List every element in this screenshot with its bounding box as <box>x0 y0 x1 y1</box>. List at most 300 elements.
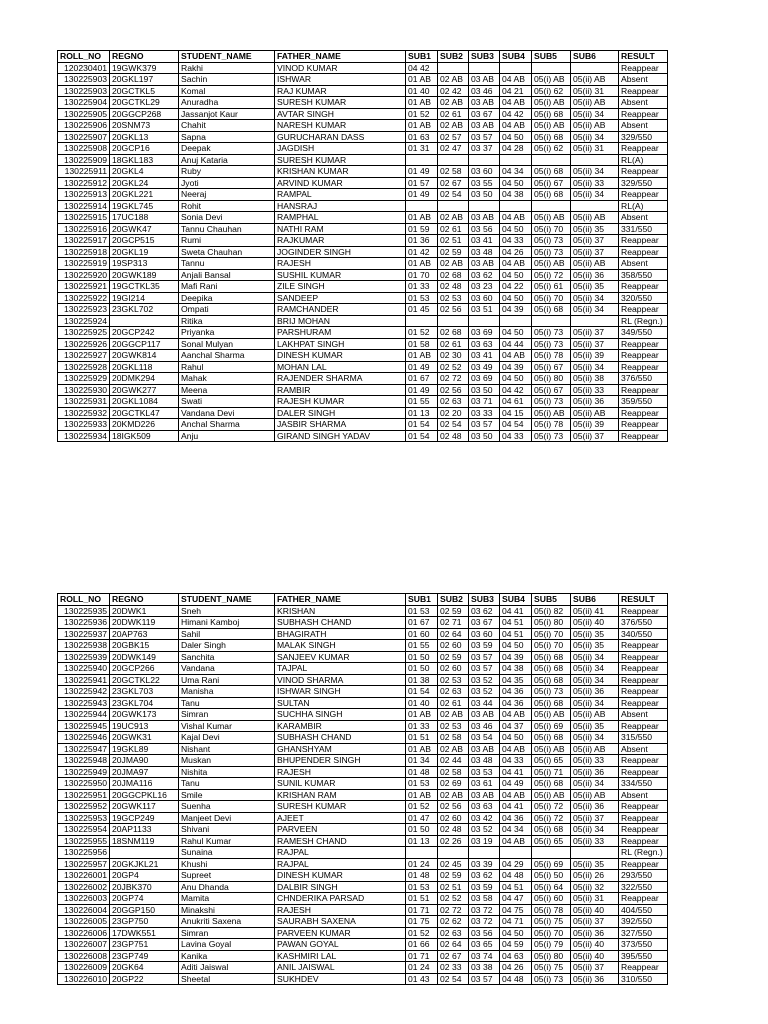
cell-roll-no: 130225909 <box>58 154 110 166</box>
cell-sub6: 05(ii) 36 <box>571 973 619 985</box>
cell-sub2: 02 56 <box>438 801 469 813</box>
cell-sub3: 03 59 <box>469 640 500 652</box>
cell-regno <box>110 847 179 859</box>
cell-roll-no: 130225911 <box>58 166 110 178</box>
cell-sub6: 05(ii) 40 <box>571 939 619 951</box>
cell-sub6: 05(ii) 37 <box>571 235 619 247</box>
cell-sub5: 05(i) 68 <box>532 166 571 178</box>
cell-sub5: 05(i) 67 <box>532 384 571 396</box>
cell-sub2: 02 44 <box>438 755 469 767</box>
cell-regno: 17DWK551 <box>110 927 179 939</box>
cell-regno: 23GKL702 <box>110 304 179 316</box>
cell-sub4: 04 51 <box>500 881 532 893</box>
cell-sub6 <box>571 315 619 327</box>
cell-result: Reappear <box>619 419 668 431</box>
cell-regno: 20GKJKL21 <box>110 858 179 870</box>
cell-sub5: 05(i) 68 <box>532 651 571 663</box>
cell-sub4: 04 AB <box>500 350 532 362</box>
cell-sub2: 02 63 <box>438 686 469 698</box>
cell-result: 349/550 <box>619 327 668 339</box>
cell-sub1: 01 48 <box>406 766 438 778</box>
cell-sub5: 05(i) 65 <box>532 755 571 767</box>
cell-regno: 20AP1133 <box>110 824 179 836</box>
cell-result: 395/550 <box>619 950 668 962</box>
cell-roll-no: 130225949 <box>58 766 110 778</box>
cell-sub1: 01 AB <box>406 258 438 270</box>
cell-student-name: Tanu <box>179 697 275 709</box>
cell-sub4 <box>500 62 532 74</box>
cell-sub3: 03 AB <box>469 212 500 224</box>
cell-roll-no: 130225916 <box>58 223 110 235</box>
cell-result: 376/550 <box>619 617 668 629</box>
cell-sub6: 05(ii) AB <box>571 97 619 109</box>
cell-roll-no: 130225941 <box>58 674 110 686</box>
cell-roll-no: 130225936 <box>58 617 110 629</box>
cell-regno: 18SNM119 <box>110 835 179 847</box>
cell-roll-no: 130225942 <box>58 686 110 698</box>
cell-sub1: 01 63 <box>406 131 438 143</box>
cell-regno: 20GCTKL47 <box>110 407 179 419</box>
cell-regno: 20GP4 <box>110 870 179 882</box>
cell-sub4: 04 28 <box>500 143 532 155</box>
cell-sub1: 01 45 <box>406 304 438 316</box>
cell-sub1: 01 40 <box>406 85 438 97</box>
table-row <box>58 212 668 224</box>
cell-regno: 23GP749 <box>110 950 179 962</box>
cell-father-name: BRIJ MOHAN <box>275 315 406 327</box>
cell-sub6: 05(ii) 40 <box>571 904 619 916</box>
cell-result: Reappear <box>619 85 668 97</box>
cell-sub3: 03 55 <box>469 177 500 189</box>
cell-sub6: 05(ii) 35 <box>571 223 619 235</box>
cell-sub6: 05(ii) 37 <box>571 812 619 824</box>
cell-sub1: 01 53 <box>406 778 438 790</box>
cell-sub3 <box>469 200 500 212</box>
cell-sub3: 03 33 <box>469 407 500 419</box>
cell-sub2: 02 53 <box>438 674 469 686</box>
cell-sub4: 04 75 <box>500 904 532 916</box>
header-sub4: SUB4 <box>500 594 532 606</box>
cell-roll-no: 130225927 <box>58 350 110 362</box>
cell-result: RL (Regn.) <box>619 847 668 859</box>
cell-result: Reappear <box>619 651 668 663</box>
cell-regno: 20GWK47 <box>110 223 179 235</box>
cell-result: 373/550 <box>619 939 668 951</box>
cell-sub3: 03 63 <box>469 338 500 350</box>
cell-regno: 20GCTKL29 <box>110 97 179 109</box>
cell-student-name: Sneh <box>179 605 275 617</box>
cell-father-name: PARVEEN KUMAR <box>275 927 406 939</box>
cell-sub1 <box>406 200 438 212</box>
cell-roll-no: 130225903 <box>58 74 110 86</box>
cell-sub1: 01 53 <box>406 881 438 893</box>
cell-sub4: 04 AB <box>500 120 532 132</box>
cell-sub3 <box>469 847 500 859</box>
cell-sub5: 05(i) AB <box>532 709 571 721</box>
cell-sub6: 05(ii) 34 <box>571 361 619 373</box>
cell-sub2: 02 68 <box>438 269 469 281</box>
cell-father-name: DINESH KUMAR <box>275 870 406 882</box>
cell-sub2: 02 51 <box>438 235 469 247</box>
cell-father-name: GIRAND SINGH YADAV <box>275 430 406 442</box>
cell-roll-no: 130225921 <box>58 281 110 293</box>
cell-sub5: 05(i) 72 <box>532 269 571 281</box>
header-sub4: SUB4 <box>500 51 532 63</box>
cell-father-name: DINESH KUMAR <box>275 350 406 362</box>
cell-sub2: 02 AB <box>438 258 469 270</box>
cell-roll-no: 130225937 <box>58 628 110 640</box>
cell-father-name: CHNDERIKA PARSAD <box>275 893 406 905</box>
cell-sub1: 01 33 <box>406 281 438 293</box>
cell-sub2: 02 63 <box>438 396 469 408</box>
cell-sub2: 02 72 <box>438 904 469 916</box>
cell-result: Reappear <box>619 246 668 258</box>
header-father-name: FATHER_NAME <box>275 51 406 63</box>
table-row <box>58 108 668 120</box>
cell-result: Reappear <box>619 801 668 813</box>
cell-sub6: 05(ii) 35 <box>571 640 619 652</box>
cell-regno: 20DMK294 <box>110 373 179 385</box>
cell-student-name: Tanu <box>179 778 275 790</box>
cell-father-name: MOHAN LAL <box>275 361 406 373</box>
cell-sub2: 02 54 <box>438 973 469 985</box>
cell-regno: 20GGCP268 <box>110 108 179 120</box>
cell-result: Reappear <box>619 143 668 155</box>
cell-sub4: 04 39 <box>500 651 532 663</box>
cell-sub6: 05(ii) AB <box>571 709 619 721</box>
cell-regno <box>110 315 179 327</box>
cell-sub5: 05(i) 80 <box>532 617 571 629</box>
result-table-1 <box>57 50 668 442</box>
header-sub2: SUB2 <box>438 51 469 63</box>
cell-result: Reappear <box>619 720 668 732</box>
cell-sub5: 05(i) 65 <box>532 835 571 847</box>
cell-sub6: 05(ii) 36 <box>571 396 619 408</box>
cell-sub4: 04 48 <box>500 870 532 882</box>
cell-sub2: 02 60 <box>438 640 469 652</box>
cell-student-name: Nishita <box>179 766 275 778</box>
table-row <box>58 686 668 698</box>
cell-sub5: 05(i) 68 <box>532 663 571 675</box>
cell-sub1: 01 AB <box>406 743 438 755</box>
table-row <box>58 939 668 951</box>
cell-sub5: 05(i) 82 <box>532 605 571 617</box>
cell-roll-no: 130225946 <box>58 732 110 744</box>
table-row <box>58 177 668 189</box>
cell-sub1: 01 AB <box>406 789 438 801</box>
table-row <box>58 628 668 640</box>
cell-regno: 20GCTKL5 <box>110 85 179 97</box>
cell-sub5: 05(i) AB <box>532 407 571 419</box>
cell-sub6: 05(ii) 32 <box>571 881 619 893</box>
cell-roll-no: 130226003 <box>58 893 110 905</box>
cell-student-name: Kanika <box>179 950 275 962</box>
cell-sub3: 03 56 <box>469 223 500 235</box>
cell-regno: 20GK64 <box>110 962 179 974</box>
cell-student-name: Mahak <box>179 373 275 385</box>
cell-regno: 19SP313 <box>110 258 179 270</box>
cell-sub3: 03 50 <box>469 430 500 442</box>
cell-student-name: Sachin <box>179 74 275 86</box>
table-row <box>58 189 668 201</box>
cell-sub3: 03 57 <box>469 131 500 143</box>
cell-father-name: KRISHAN <box>275 605 406 617</box>
cell-sub4: 04 50 <box>500 640 532 652</box>
cell-sub6: 05(ii) 37 <box>571 430 619 442</box>
cell-roll-no: 130225906 <box>58 120 110 132</box>
cell-sub1: 01 49 <box>406 361 438 373</box>
cell-sub4: 04 48 <box>500 973 532 985</box>
cell-sub6 <box>571 154 619 166</box>
cell-sub3 <box>469 154 500 166</box>
cell-student-name: Tannu Chauhan <box>179 223 275 235</box>
cell-sub4: 04 33 <box>500 755 532 767</box>
cell-sub4: 04 36 <box>500 686 532 698</box>
cell-regno: 20GKL1084 <box>110 396 179 408</box>
cell-roll-no: 130225905 <box>58 108 110 120</box>
cell-student-name: Aanchal Sharma <box>179 350 275 362</box>
header-sub1: SUB1 <box>406 594 438 606</box>
cell-sub2: 02 30 <box>438 350 469 362</box>
cell-roll-no: 130225930 <box>58 384 110 396</box>
cell-roll-no: 130226006 <box>58 927 110 939</box>
cell-sub3: 03 49 <box>469 361 500 373</box>
cell-sub3: 03 AB <box>469 74 500 86</box>
header-result: RESULT <box>619 594 668 606</box>
cell-sub1 <box>406 847 438 859</box>
cell-student-name: Vandana Devi <box>179 407 275 419</box>
cell-sub5: 05(i) AB <box>532 789 571 801</box>
cell-sub2: 02 56 <box>438 384 469 396</box>
table-row <box>58 743 668 755</box>
cell-roll-no: 130225915 <box>58 212 110 224</box>
table-row <box>58 732 668 744</box>
cell-regno: 20GWK117 <box>110 801 179 813</box>
cell-father-name: RAMESH CHAND <box>275 835 406 847</box>
cell-student-name: Sonal Mulyan <box>179 338 275 350</box>
table-row <box>58 605 668 617</box>
table-row <box>58 766 668 778</box>
cell-sub2: 02 60 <box>438 663 469 675</box>
cell-sub4: 04 33 <box>500 235 532 247</box>
cell-roll-no: 130225926 <box>58 338 110 350</box>
cell-sub4: 04 AB <box>500 74 532 86</box>
table-row <box>58 327 668 339</box>
cell-sub5: 05(i) 73 <box>532 973 571 985</box>
cell-roll-no: 130225928 <box>58 361 110 373</box>
cell-sub4: 04 50 <box>500 269 532 281</box>
cell-sub6: 05(ii) 31 <box>571 143 619 155</box>
cell-roll-no: 130225917 <box>58 235 110 247</box>
cell-roll-no: 130225933 <box>58 419 110 431</box>
cell-sub6: 05(ii) 38 <box>571 373 619 385</box>
cell-sub6: 05(ii) AB <box>571 74 619 86</box>
cell-result: Absent <box>619 120 668 132</box>
cell-father-name: PARVEEN <box>275 824 406 836</box>
cell-sub2: 02 AB <box>438 709 469 721</box>
cell-father-name: SURESH KUMAR <box>275 154 406 166</box>
cell-sub1: 01 50 <box>406 651 438 663</box>
table-row <box>58 697 668 709</box>
cell-father-name: SAURABH SAXENA <box>275 916 406 928</box>
cell-sub5: 05(i) 62 <box>532 143 571 155</box>
cell-sub6: 05(ii) 37 <box>571 327 619 339</box>
cell-student-name: Shivani <box>179 824 275 836</box>
cell-father-name: RAJ KUMAR <box>275 85 406 97</box>
cell-regno: 20GGCP117 <box>110 338 179 350</box>
cell-sub5 <box>532 847 571 859</box>
cell-sub3: 03 57 <box>469 663 500 675</box>
cell-father-name: SUNIL KUMAR <box>275 778 406 790</box>
cell-sub4: 04 AB <box>500 97 532 109</box>
cell-result: Reappear <box>619 893 668 905</box>
cell-roll-no: 130225904 <box>58 97 110 109</box>
cell-result: Reappear <box>619 812 668 824</box>
header-sub6: SUB6 <box>571 51 619 63</box>
cell-student-name: Mamita <box>179 893 275 905</box>
cell-father-name: LAKHPAT SINGH <box>275 338 406 350</box>
cell-roll-no: 130225956 <box>58 847 110 859</box>
cell-father-name: KARAMBIR <box>275 720 406 732</box>
cell-result: RL(A) <box>619 200 668 212</box>
cell-roll-no: 130225934 <box>58 430 110 442</box>
cell-roll-no: 130225931 <box>58 396 110 408</box>
cell-sub6: 05(ii) 35 <box>571 858 619 870</box>
cell-regno: 23GP751 <box>110 939 179 951</box>
cell-father-name: RAJESH KUMAR <box>275 396 406 408</box>
cell-sub6: 05(ii) 36 <box>571 927 619 939</box>
cell-result: Reappear <box>619 755 668 767</box>
cell-sub5: 05(i) 68 <box>532 304 571 316</box>
cell-sub2: 02 67 <box>438 177 469 189</box>
cell-sub3: 03 19 <box>469 835 500 847</box>
cell-result: Absent <box>619 789 668 801</box>
cell-roll-no: 130225940 <box>58 663 110 675</box>
cell-sub3: 03 23 <box>469 281 500 293</box>
cell-regno: 20GBK15 <box>110 640 179 652</box>
cell-regno: 18GKL183 <box>110 154 179 166</box>
cell-roll-no: 130225938 <box>58 640 110 652</box>
cell-sub3 <box>469 315 500 327</box>
cell-sub2: 02 61 <box>438 108 469 120</box>
cell-student-name: Anuj Kataria <box>179 154 275 166</box>
cell-student-name: Deepika <box>179 292 275 304</box>
cell-sub1: 01 67 <box>406 617 438 629</box>
cell-sub1: 01 54 <box>406 686 438 698</box>
cell-sub5: 05(i) 62 <box>532 85 571 97</box>
cell-result: RL(A) <box>619 154 668 166</box>
cell-sub6: 05(ii) AB <box>571 789 619 801</box>
cell-sub2 <box>438 847 469 859</box>
cell-sub4: 04 AB <box>500 258 532 270</box>
cell-regno: 20GKL13 <box>110 131 179 143</box>
table-row <box>58 812 668 824</box>
cell-student-name: Nishant <box>179 743 275 755</box>
cell-sub4: 04 50 <box>500 131 532 143</box>
cell-result: 359/550 <box>619 396 668 408</box>
header-row <box>58 594 668 606</box>
cell-sub4: 04 AB <box>500 789 532 801</box>
cell-result: 320/550 <box>619 292 668 304</box>
cell-sub5: 05(i) 67 <box>532 177 571 189</box>
cell-sub1: 01 48 <box>406 870 438 882</box>
table-row <box>58 419 668 431</box>
cell-sub4: 04 50 <box>500 927 532 939</box>
cell-student-name: Jyoti <box>179 177 275 189</box>
cell-sub6: 05(ii) 33 <box>571 177 619 189</box>
cell-sub4: 04 41 <box>500 605 532 617</box>
cell-roll-no: 130225922 <box>58 292 110 304</box>
cell-sub5: 05(i) 68 <box>532 189 571 201</box>
cell-sub3: 03 67 <box>469 617 500 629</box>
cell-regno: 20JMA116 <box>110 778 179 790</box>
cell-sub5: 05(i) 73 <box>532 338 571 350</box>
cell-student-name: Tannu <box>179 258 275 270</box>
cell-sub3: 03 52 <box>469 674 500 686</box>
cell-sub6: 05(ii) 34 <box>571 663 619 675</box>
cell-sub6: 05(ii) 35 <box>571 720 619 732</box>
cell-father-name: PARSHURAM <box>275 327 406 339</box>
cell-result: Absent <box>619 743 668 755</box>
cell-sub6: 05(ii) 40 <box>571 617 619 629</box>
cell-sub6: 05(ii) 34 <box>571 778 619 790</box>
cell-result: Reappear <box>619 858 668 870</box>
cell-sub5: 05(i) 68 <box>532 131 571 143</box>
cell-sub1: 01 AB <box>406 120 438 132</box>
cell-sub6: 05(ii) 34 <box>571 674 619 686</box>
cell-regno: 20GGCPKL16 <box>110 789 179 801</box>
cell-sub3: 03 AB <box>469 120 500 132</box>
cell-student-name: Vandana <box>179 663 275 675</box>
cell-sub3: 03 39 <box>469 858 500 870</box>
cell-sub5: 05(i) 73 <box>532 686 571 698</box>
cell-sub6: 05(ii) 39 <box>571 350 619 362</box>
cell-result: 340/550 <box>619 628 668 640</box>
table-row <box>58 709 668 721</box>
cell-sub4: 04 51 <box>500 617 532 629</box>
cell-sub3: 03 57 <box>469 419 500 431</box>
cell-sub6 <box>571 62 619 74</box>
cell-sub6: 05(ii) 37 <box>571 962 619 974</box>
cell-result: Reappear <box>619 384 668 396</box>
cell-sub2: 02 AB <box>438 743 469 755</box>
cell-sub4: 04 33 <box>500 430 532 442</box>
cell-result: 329/550 <box>619 131 668 143</box>
cell-roll-no: 130225912 <box>58 177 110 189</box>
cell-sub6: 05(ii) 34 <box>571 166 619 178</box>
cell-student-name: Vishal Kumar <box>179 720 275 732</box>
cell-father-name: ZILE SINGH <box>275 281 406 293</box>
cell-sub3: 03 AB <box>469 97 500 109</box>
cell-sub5: 05(i) AB <box>532 212 571 224</box>
cell-result: Reappear <box>619 605 668 617</box>
cell-sub6: 05(ii) 34 <box>571 189 619 201</box>
cell-sub2: 02 59 <box>438 651 469 663</box>
cell-sub2: 02 42 <box>438 85 469 97</box>
cell-sub1: 01 70 <box>406 269 438 281</box>
table-row <box>58 74 668 86</box>
table-row <box>58 430 668 442</box>
table-row <box>58 338 668 350</box>
cell-sub4 <box>500 154 532 166</box>
cell-sub5: 05(i) 71 <box>532 766 571 778</box>
cell-sub2: 02 63 <box>438 927 469 939</box>
header-sub1: SUB1 <box>406 51 438 63</box>
cell-regno: 23GKL704 <box>110 697 179 709</box>
cell-sub2: 02 56 <box>438 304 469 316</box>
cell-sub4: 04 21 <box>500 85 532 97</box>
cell-student-name: Himani Kamboj <box>179 617 275 629</box>
